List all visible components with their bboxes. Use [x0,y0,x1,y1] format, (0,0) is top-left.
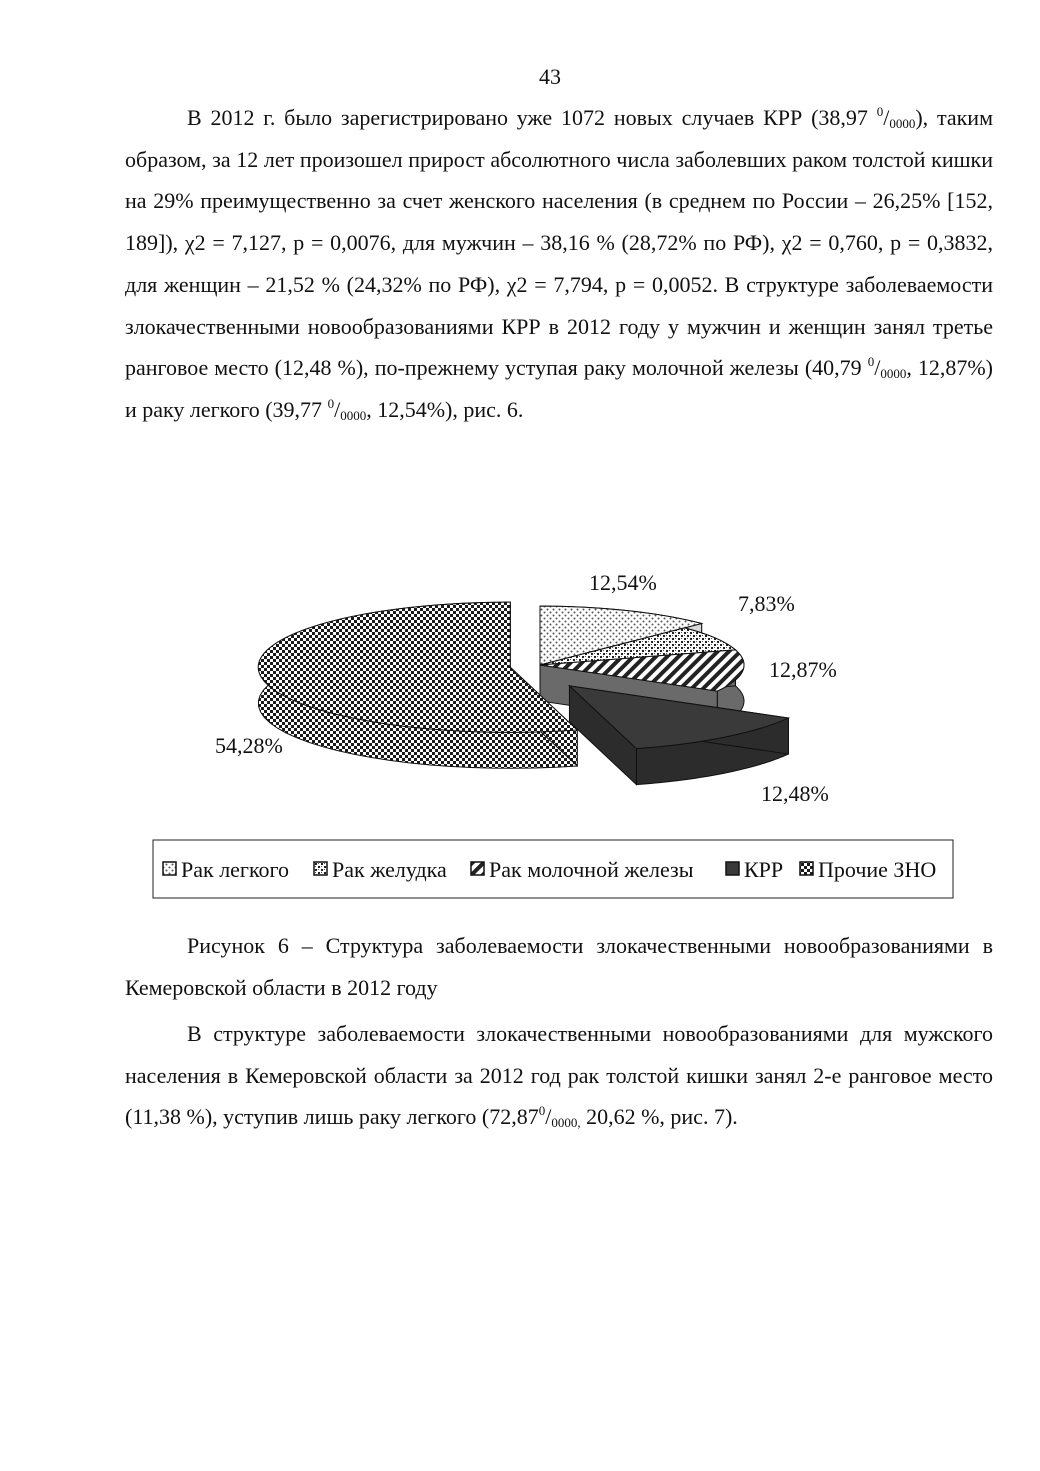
subscript: 0000, [551,1115,581,1131]
body-paragraph-2 [125,1013,993,1138]
legend-swatch-other [800,862,813,875]
subscript: 0000 [880,366,907,382]
legend-swatch-stomach [314,862,327,875]
slash: / [874,355,881,381]
text-run: ), таким образом, за 12 лет произошел прирост абсолютного числа заболевших раком толстой кишки на 29% преимущественно за счет женского населения (в среднем по России – 26,25% [152, 189]), χ2 = 7,127, р = 0,0076, для мужчин – 38,16 % (28,72% по РФ), χ2 = 0,760, р = 0,3832, для женщин – 21,52 % (24,32% по РФ), χ2 = 7,794, р = 0,0052. В структуре заболеваемости злокачественными новообразованиями КРР в 2012 году у мужчин и женщин занял третье ранговое место (12,48 %), по-прежнему уступая раку молочной железы (40,79 [125,105,993,381]
subscript: 0000 [340,407,367,423]
slice-other [258,602,577,768]
text-run: , 12,54%), рис. 6. [366,396,524,422]
slash: / [545,1104,552,1130]
legend-swatch-breast [471,862,484,875]
text-run: В 2012 г. было зарегистрировано уже 1072 новых случаев КРР (38,97 [187,105,877,130]
legend-label-lung: Рак легкого [181,857,290,882]
legend-item-stomach [314,857,447,882]
data-label-other: 54,28% [215,733,283,758]
subscript: 0000 [889,116,916,131]
data-label-crc: 12,48% [761,781,829,806]
text-run: , 12,87%) и раку легкого (39,77 [125,355,993,422]
text-run: В структуре заболеваемости злокачественными новообразованиями для мужского населения в Кемеровской области за 2012 год рак толстой кишки занял 2-е ранговое место (11,38 %), уступив лишь раку легкого (72,87 [125,1021,993,1130]
legend-label-other: Прочие ЗНО [818,857,937,882]
superscript: 0 [867,354,875,370]
legend-swatch-crc [726,862,739,875]
slash: / [334,396,341,422]
superscript: 0 [876,104,884,119]
pie-chart [150,560,960,910]
superscript: 0 [327,395,335,411]
legend-label-breast: Рак молочной железы [489,857,694,882]
data-label-stomach: 7,83% [738,591,795,616]
chart-legend [153,840,953,898]
legend-item-lung [163,857,289,882]
pie-slices [258,602,788,784]
legend-label-stomach: Рак желудка [332,857,447,882]
text-run: 20,62 %, рис. 7). [580,1104,738,1130]
figure-caption: Рисунок 6 – Структура заболеваемости злокачественными новообразованиями в Кемеровской области в 2012 году [125,933,993,1000]
legend-item-breast [471,857,694,882]
body-paragraph-1 [125,97,993,431]
legend-swatch-lung [163,862,176,875]
superscript: 0 [538,1103,546,1119]
legend-label-crc: КРР [744,857,784,882]
legend-item-other [800,857,936,882]
data-label-breast: 12,87% [769,657,837,682]
page-number: 43 [539,64,561,89]
slash: / [883,105,890,130]
data-label-lung: 12,54% [589,570,657,595]
